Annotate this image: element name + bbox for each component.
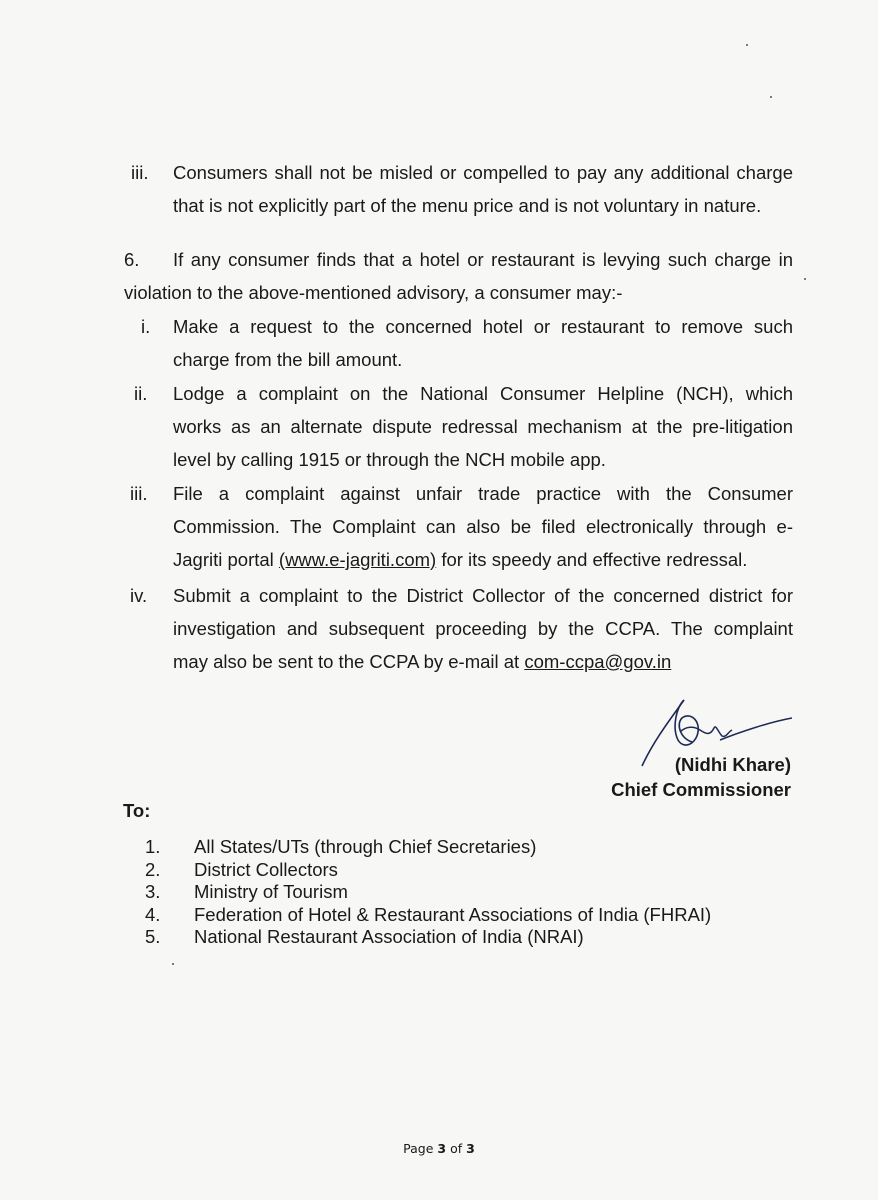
of-label: of: [446, 1141, 467, 1156]
distribution-item: [145, 859, 711, 882]
recipient: Ministry of Tourism: [194, 881, 348, 902]
text-line: [173, 645, 793, 678]
text-fragment: for its speedy and effective redressal.: [436, 549, 748, 570]
text-line: Commission. The Complaint can also be filed electronically through e-: [173, 516, 793, 537]
text-fragment: may also be sent to the CCPA by e-mail at: [173, 651, 525, 672]
signatory-block: [611, 752, 791, 802]
scan-speck: [172, 963, 174, 965]
list-number: 2.: [145, 858, 161, 880]
text-line: charge from the bill amount.: [173, 349, 403, 370]
text-fragment: Jagriti portal: [173, 549, 279, 570]
email-link[interactable]: com-ccpa@gov.in: [524, 651, 672, 672]
page-total: 3: [466, 1141, 475, 1156]
text-line: works as an alternate dispute redressal mechanism at the pre-litigation: [173, 416, 793, 437]
list-number: i.: [141, 316, 151, 337]
recipient: District Collectors: [194, 858, 338, 880]
to-label: To:: [123, 800, 151, 821]
distribution-item: [145, 904, 711, 927]
text-line: If any consumer finds that a hotel or restaurant is levying such charge in: [173, 249, 793, 270]
text-line: Submit a complaint to the District Collector of the concerned district for: [173, 585, 793, 606]
page-number: 3: [437, 1141, 447, 1156]
list-number: iv.: [130, 585, 148, 606]
distribution-list: [145, 836, 711, 949]
text-line: Lodge a complaint on the National Consumer Helpline (NCH), which: [173, 383, 793, 404]
distribution-item: [145, 881, 711, 904]
text-line: level by calling 1915 or through the NCH mobile app.: [173, 449, 606, 470]
e-jagriti-link[interactable]: (www.e-jagriti.com): [278, 549, 437, 570]
signatory-title: Chief Commissioner: [611, 779, 791, 800]
text-line: violation to the above-mentioned advisory, a consumer may:-: [124, 282, 623, 303]
list-number: 1.: [145, 836, 161, 857]
scan-speck: [804, 278, 806, 280]
text-line: Make a request to the concerned hotel or restaurant to remove such: [173, 316, 793, 337]
recipient: All States/UTs (through Chief Secretaries): [194, 836, 537, 857]
scan-speck: [746, 44, 748, 46]
text-line: Consumers shall not be misled or compelled to pay any additional charge: [173, 162, 793, 183]
recipient: Federation of Hotel & Restaurant Associations of India (FHRAI): [194, 903, 712, 925]
text-line: investigation and subsequent proceeding by the CCPA. The complaint: [173, 618, 793, 639]
text-line: File a complaint against unfair trade practice with the Consumer: [173, 483, 793, 504]
text-line: that is not explicitly part of the menu price and is not voluntary in nature.: [173, 195, 762, 216]
list-number: ii.: [134, 383, 148, 404]
page-footer: [0, 1141, 878, 1156]
page-label: Page: [403, 1141, 438, 1156]
paragraph-number: 6.: [124, 249, 140, 270]
text-line: [173, 543, 793, 576]
list-number: 5.: [145, 926, 161, 947]
distribution-item: [145, 926, 711, 949]
scan-speck: [770, 96, 772, 98]
list-number: 4.: [145, 903, 161, 925]
signatory-name: (Nidhi Khare): [674, 754, 791, 775]
distribution-item: [145, 836, 711, 859]
list-number: iii.: [130, 483, 148, 504]
list-number: iii.: [131, 162, 149, 183]
recipient: National Restaurant Association of India (NRAI): [194, 926, 584, 947]
list-number: 3.: [145, 881, 161, 902]
